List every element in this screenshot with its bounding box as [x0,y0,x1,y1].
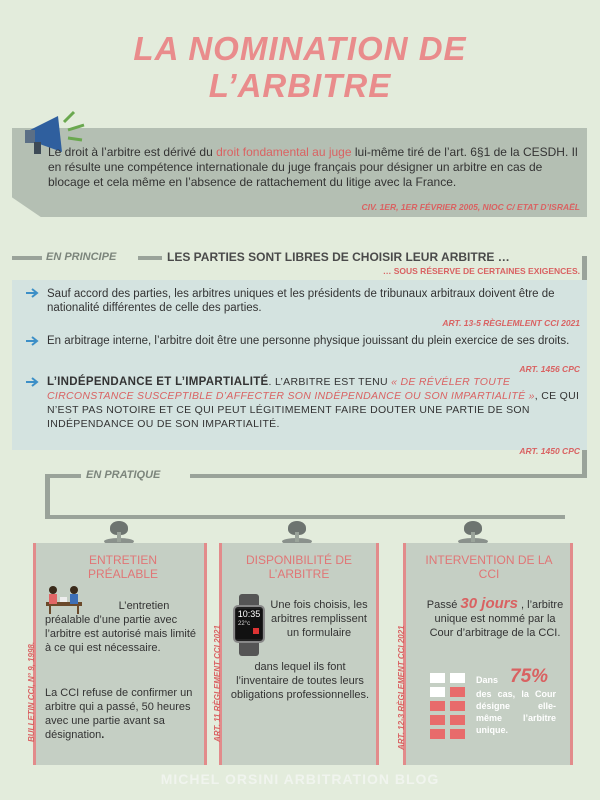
card-3-side-reference: ART. 12-3 RÈGLEMENT CCI 2021 [397,625,406,750]
independence-paragraph: L’INDÉPENDANCE ET L’IMPARTIALITÉ. L’ARBITRE EST TENU « DE RÉVÉLER TOUTE CIRCONSTANCE SUSCEPTIBLE D’AFFECTER SON INDÉPENDANCE OU SON IMPARTIALITÉ », CE QUI N’EST PAS NOTOIRE ET CE QUI PEUT LÉGITIMEMENT FAIRE DOUTER UNE PARTIE DE SON INDÉPENDANCE OU DE SON IMPARTIALITÉ. [47,376,580,430]
smartwatch-icon [233,594,265,656]
card-3-text-1: Passé 30 jours , l’arbitre unique est nommé par la Cour d’arbitrage de la CCI. [426,595,564,639]
principle-heading: LES PARTIES SONT LIBRES DE CHOISIR LEUR ARBITRE … [167,250,510,264]
independence-reference: ART. 1450 CPC [519,446,580,456]
card-2-text-2: dans lequel ils font l’inventaire de toutes leurs obligations professionnelles. [230,661,370,701]
card-1-title: ENTRETIEN PRÉALABLE [87,553,159,581]
card-1-text-1-start: L’entretien [118,600,170,612]
card-2-text-1: Une fois choisis, les arbitres remplissent un formulaire [270,599,368,639]
card-2-side-reference: ART. 11 RÈGLEMENT CCI 2021 [213,625,222,742]
principle-label: EN PRINCIPE [46,251,117,263]
practice-bar-left [45,474,81,478]
practice-bar-right [582,450,587,474]
thirty-days: 30 jours [460,595,518,612]
principle-item-1-reference: ART. 13-5 RÈGLEMLENT CCI 2021 [442,318,580,328]
card-1-text-2: La CCI refuse de confirmer un arbitre qui a passé, 50 heures avec une partie avant sa désignation. [45,687,193,741]
principle-bar-right [582,256,587,280]
seventy-five-percent: 75% [510,666,549,687]
watch-temp: 22°c [238,621,251,627]
watch-time: 10:35 [237,609,261,619]
arrow-bullet-icon [25,336,41,346]
card-3-title: INTERVENTION DE LA CCI [425,553,553,581]
arrow-bullet-icon [25,377,41,387]
intro-highlight: droit fondamental au juge [216,145,352,159]
page-title [0,30,600,104]
principle-subheading: … SOUS RÉSERVE DE CERTAINES EXIGENCES. [382,266,580,276]
principle-item-2-reference: ART. 1456 CPC [519,364,580,374]
intro-reference: CIV. 1ER, 1ER FÉVRIER 2005, NIOC C/ ETAT D’ISRAËL [361,202,580,212]
card-3-text-2: des cas, la Cour désigne elle-même l’arbitre unique. [476,689,556,735]
independence-quote: « DE RÉVÉLER TOUTE CIRCONSTANCE SUSCEPTIBLE D’AFFECTER SON INDÉPENDANCE OU SON IMPARTIALITÉ » [47,376,535,402]
practice-bar-bottom [45,515,565,519]
principle-bar-mid [138,256,162,260]
title-line-2: L’ARBITRE [208,67,392,104]
title-line-1: LA NOMINATION DE [133,30,467,67]
practice-label: EN PRATIQUE [86,469,161,481]
principle-item-1: Sauf accord des parties, les arbitres uniques et les présidents de tribunaux arbitraux doivent être de nationalité différentes de celle des parties. [47,288,555,314]
intro-text: Le droit à l’arbitre est dérivé du droit fondamental au juge lui-même tiré de l’art. 6§1 de la CESDH. Il en résulte une compétence internationale du juge français pour désigner un arbitre en cas de blocage et cela même en l’absence de rattachement du litige avec la France. [48,145,578,189]
principle-item-2: En arbitrage interne, l’arbitre doit être une personne physique jouissant du plein exercice de ses droits. [47,335,570,347]
practice-bar-top [190,474,587,478]
card-3-dans: Dans [476,675,499,685]
card-2-title: DISPONIBILITÉ DE L’ARBITRE [245,553,353,581]
practice-bar-down [45,474,50,519]
footer-blog-name: MICHEL ORSINI ARBITRATION BLOG [160,771,440,787]
card-1-text-1: préalable d’une partie avec l’arbitre est autorisé mais limité à ce qui est nécessaire. [45,614,196,654]
folders-icon [430,673,472,753]
independence-title: L’INDÉPENDANCE ET L’IMPARTIALITÉ [47,376,269,388]
card-1-side-reference: BULLETIN CCI, N° 9, 1998. [27,641,36,742]
meeting-icon [42,582,86,616]
arrow-bullet-icon [25,288,41,298]
principle-bar-left [12,256,42,260]
